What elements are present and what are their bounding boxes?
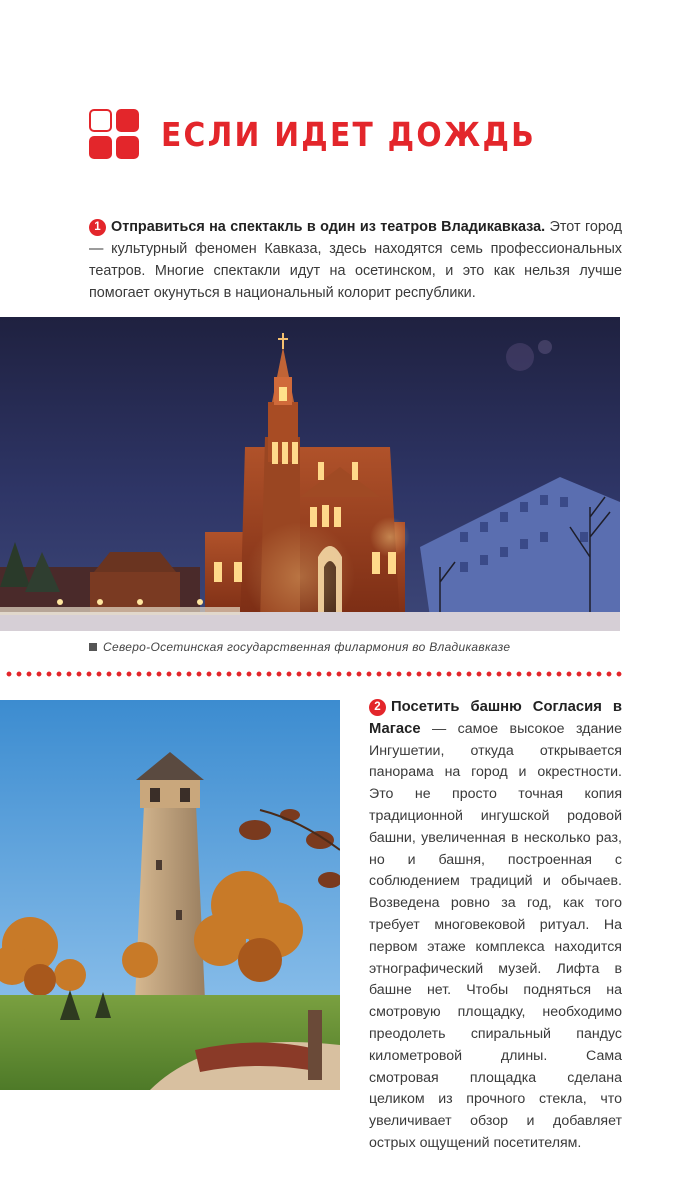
- item-2-number-badge: 2: [369, 699, 386, 716]
- item-1-body: Этот город — культурный феномен Кавказа, здесь находятся семь профессиональных театров. Многие спектакли идут на осетинском, и это как нельзя лучше помогает окунуться в национальный колорит республики.: [89, 219, 622, 301]
- caption-bullet-icon: [89, 643, 97, 651]
- item-1-paragraph: [89, 216, 622, 304]
- item-2-paragraph: [369, 697, 622, 1155]
- page-title: ЕСЛИ ИДЕТ ДОЖДЬ: [161, 114, 537, 154]
- four-squares-icon: [89, 109, 139, 159]
- dotted-divider: [6, 671, 626, 677]
- photo-caption: [89, 640, 510, 654]
- item-2-lead: Посетить башню Согласия в Магасе: [369, 699, 622, 737]
- philharmonic-photo: [0, 317, 620, 631]
- page-header: [89, 106, 578, 162]
- item-2-body: — самое высокое здание Ингушетии, откуда открывается панорама на город и окрестности. Это не просто точная копия традиционной ингушской родовой башни, увеличенная в несколько раз, но и башня, построенная с соблюдением традиций и обычаев. Возведена ровно за год, как того требует многовековой ритуал. На первом этаже комплекса находится этнографический музей. Лифта в башне нет. Чтобы подняться на смотровую площадку, необходимо преодолеть спиральный пандус километровой длины. Сама смотровая площадка сделана целиком из прочного стекла, что увеличивает обзор и добавляет острых ощущений посетителям.: [369, 720, 622, 1151]
- item-1-number-badge: 1: [89, 219, 106, 236]
- tower-photo: [0, 700, 340, 1090]
- item-1-lead: Отправиться на спектакль в один из театров Владикавказа.: [111, 219, 546, 235]
- caption-text: Северо-Осетинская государственная филармония во Владикавказе: [103, 640, 511, 654]
